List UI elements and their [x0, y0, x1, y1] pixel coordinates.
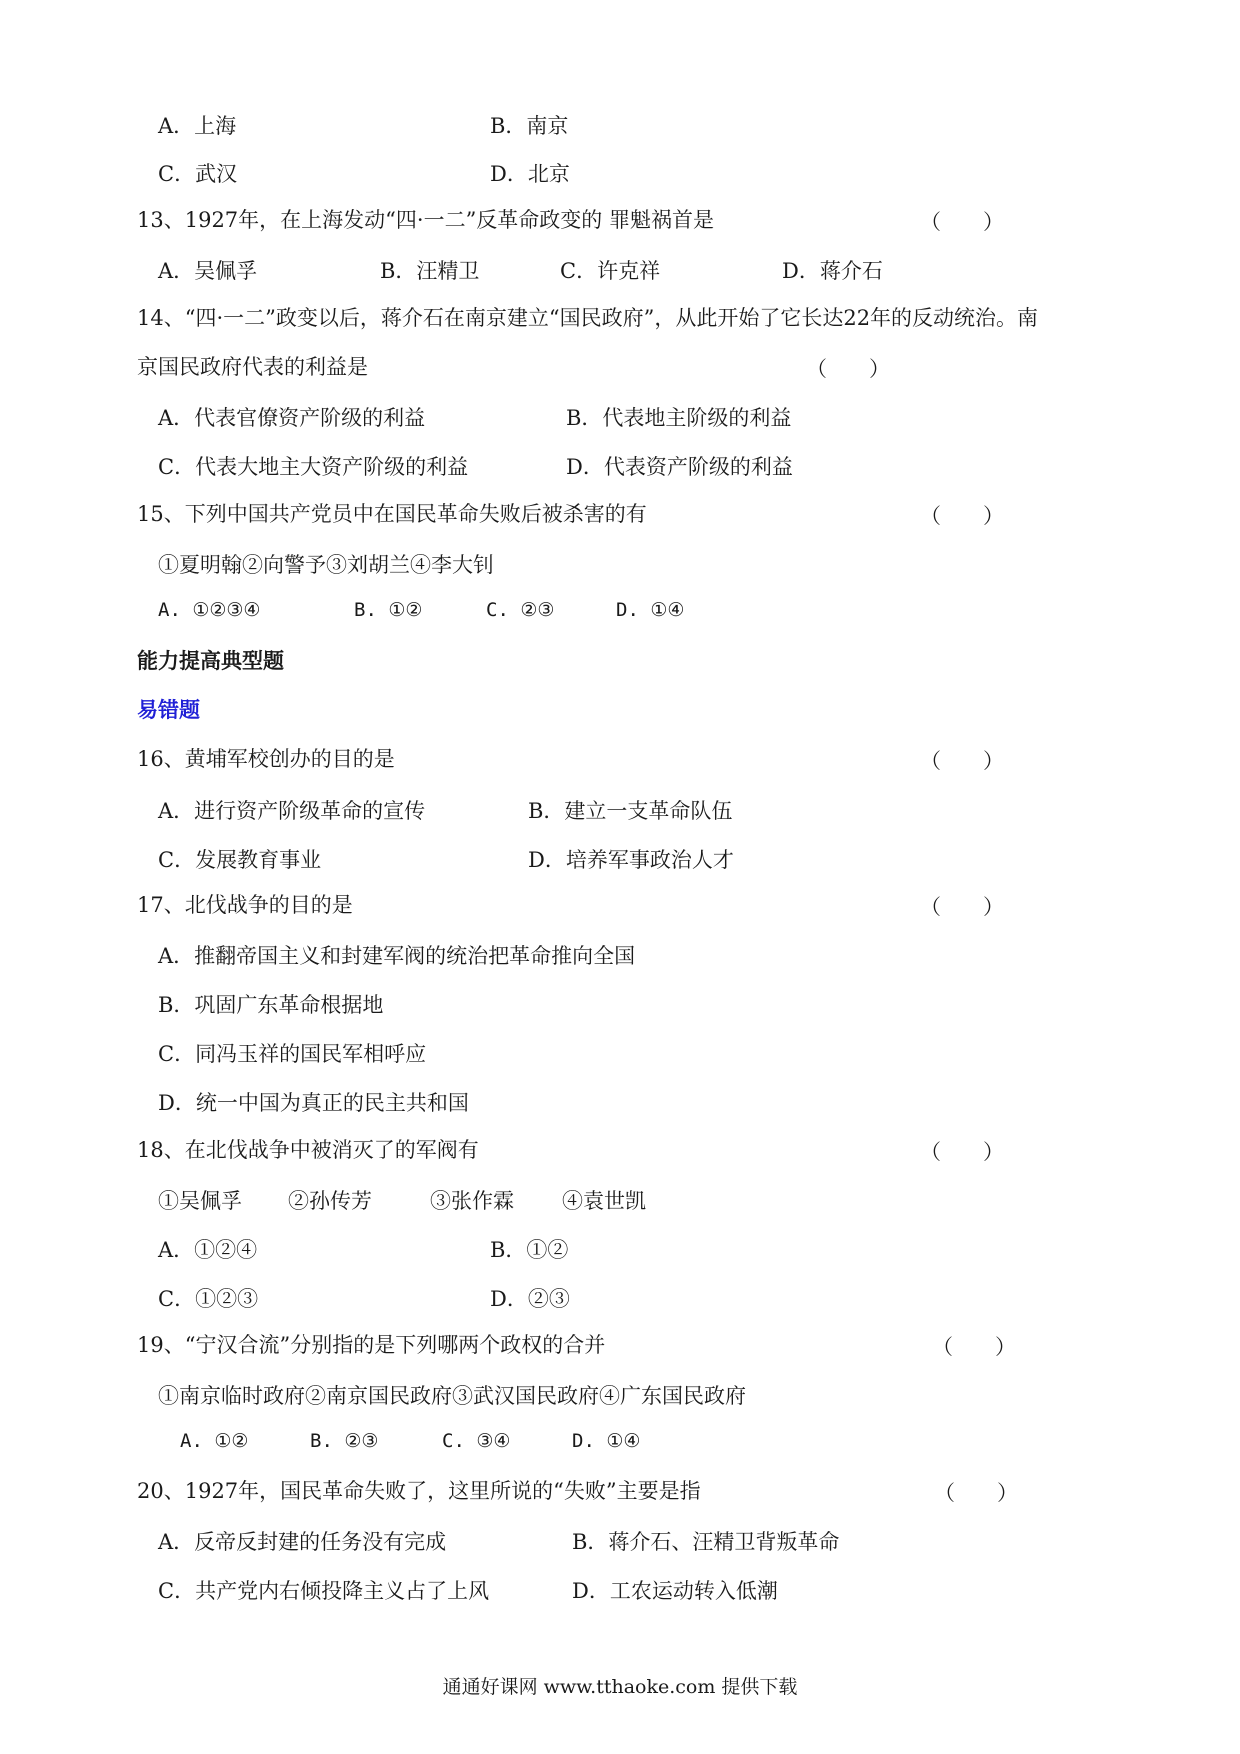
- q15-items: ①夏明翰②向警予③刘胡兰④李大钊: [158, 553, 494, 577]
- q13-option-a: A．吴佩孚: [158, 259, 258, 283]
- page-footer: 通通好课网 www.tthaoke.com 提供下载: [442, 1676, 798, 1698]
- q17-option-b: B．巩固广东革命根据地: [158, 993, 384, 1017]
- q18-stem: 18、在北伐战争中被消灭了的军阀有: [137, 1138, 479, 1162]
- q13-stem: 13、1927年，在上海发动“四·一二”反革命政变的 罪魁祸首是: [137, 208, 714, 232]
- q15-answer-paren: （ ）: [920, 504, 1004, 528]
- q15-option-d: D. ①④: [616, 599, 685, 621]
- q18-option-c: C．①②③: [158, 1287, 259, 1311]
- q14-option-b: B．代表地主阶级的利益: [566, 406, 792, 430]
- q12-option-a: A．上海: [158, 114, 237, 138]
- q13-option-c: C．许克祥: [560, 259, 661, 283]
- q12-option-b: B．南京: [490, 114, 569, 138]
- q15-option-b: B. ①②: [354, 599, 423, 621]
- q13-option-b: B．汪精卫: [380, 259, 480, 283]
- q16-option-a: A．进行资产阶级革命的宣传: [158, 799, 426, 823]
- q16-option-c: C．发展教育事业: [158, 848, 322, 872]
- q16-answer-paren: （ ）: [920, 749, 1004, 773]
- q19-items: ①南京临时政府②南京国民政府③武汉国民政府④广东国民政府: [158, 1384, 746, 1408]
- q17-stem: 17、北伐战争的目的是: [137, 893, 353, 917]
- q17-option-d: D．统一中国为真正的民主共和国: [158, 1091, 469, 1115]
- q20-stem: 20、1927年，国民革命失败了，这里所说的“失败”主要是指: [137, 1479, 701, 1503]
- q18-item-1: ①吴佩孚: [158, 1189, 242, 1213]
- q20-option-b: B．蒋介石、汪精卫背叛革命: [572, 1530, 840, 1554]
- q12-option-d: D．北京: [490, 162, 570, 186]
- q17-option-a: A．推翻帝国主义和封建军阀的统治把革命推向全国: [158, 944, 636, 968]
- q17-option-c: C．同冯玉祥的国民军相呼应: [158, 1042, 427, 1066]
- q18-answer-paren: （ ）: [920, 1140, 1004, 1164]
- q16-stem: 16、黄埔军校创办的目的是: [137, 747, 395, 771]
- q15-option-c: C. ②③: [486, 599, 555, 621]
- q14-option-d: D．代表资产阶级的利益: [566, 455, 793, 479]
- q13-answer-paren: （ ）: [920, 210, 1004, 234]
- q18-item-2: ②孙传芳: [288, 1189, 372, 1213]
- q19-option-a: A. ①②: [180, 1430, 249, 1452]
- q19-option-b: B. ②③: [310, 1430, 379, 1452]
- section-subtitle: 易错题: [137, 697, 200, 722]
- q19-option-d: D. ①④: [572, 1430, 641, 1452]
- q20-option-a: A．反帝反封建的任务没有完成: [158, 1530, 447, 1554]
- q14-stem-line1: 14、“四·一二”政变以后，蒋介石在南京建立“国民政府”，从此开始了它长达22年的反动统治。南: [137, 306, 1039, 330]
- section-title: 能力提高典型题: [137, 648, 284, 673]
- q16-option-d: D．培养军事政治人才: [528, 848, 734, 872]
- q18-option-a: A．①②④: [158, 1238, 258, 1262]
- q14-stem-line2: 京国民政府代表的利益是: [137, 355, 368, 379]
- q13-option-d: D．蒋介石: [782, 259, 883, 283]
- q17-answer-paren: （ ）: [920, 895, 1004, 919]
- q20-option-c: C．共产党内右倾投降主义占了上风: [158, 1579, 490, 1603]
- q15-stem: 15、下列中国共产党员中在国民革命失败后被杀害的有: [137, 502, 647, 526]
- q18-option-d: D．②③: [490, 1287, 570, 1311]
- q18-item-4: ④袁世凯: [562, 1189, 646, 1213]
- q18-item-3: ③张作霖: [430, 1189, 514, 1213]
- q20-option-d: D．工农运动转入低潮: [572, 1579, 778, 1603]
- q20-answer-paren: （ ）: [934, 1481, 1018, 1505]
- q19-option-c: C. ③④: [442, 1430, 511, 1452]
- q14-option-c: C．代表大地主大资产阶级的利益: [158, 455, 469, 479]
- q19-answer-paren: （ ）: [932, 1335, 1016, 1359]
- q12-option-c: C．武汉: [158, 162, 238, 186]
- q14-option-a: A．代表官僚资产阶级的利益: [158, 406, 426, 430]
- q19-stem: 19、“宁汉合流”分别指的是下列哪两个政权的合并: [137, 1333, 606, 1357]
- q18-option-b: B．①②: [490, 1238, 569, 1262]
- q14-answer-paren: （ ）: [806, 357, 890, 381]
- q15-option-a: A. ①②③④: [158, 599, 261, 621]
- q16-option-b: B．建立一支革命队伍: [528, 799, 733, 823]
